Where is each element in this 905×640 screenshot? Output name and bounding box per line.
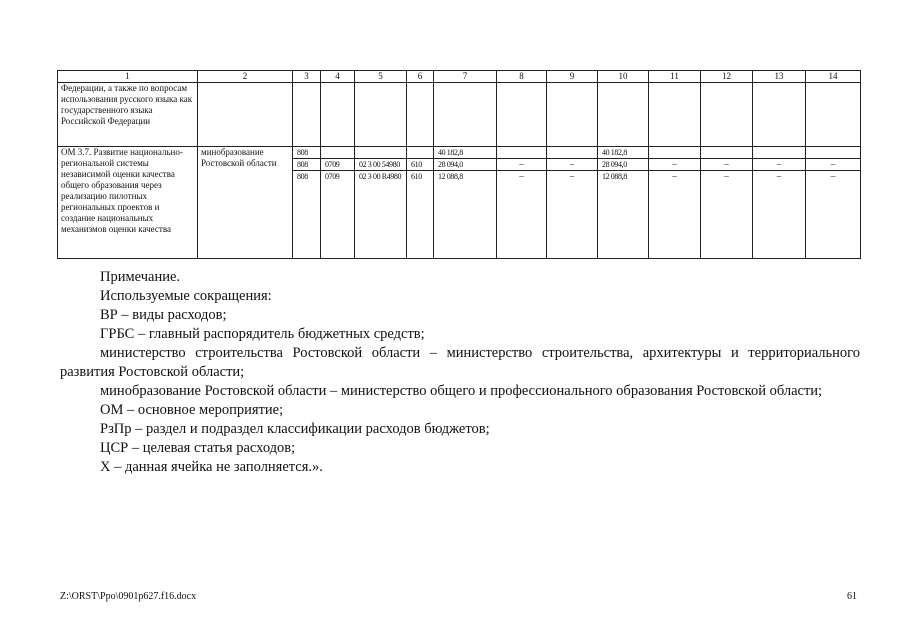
grbs-cell: минобразование Ростовской области — [198, 147, 293, 259]
table-cell — [753, 147, 806, 159]
abbreviation-item: ВР – виды расходов; — [100, 307, 227, 323]
abbreviation-item: министерство строительства Ростовской области – министерство строительства, архитектуры и территориального развития Ростовской области; — [60, 345, 860, 380]
table-cell — [806, 147, 861, 159]
table-cell — [753, 83, 806, 147]
table-cell — [407, 83, 434, 147]
row-description: Федерации, а также по вопросам использования русского языка как государственного языка Российской Федерации — [58, 83, 198, 147]
abbreviation-item: ОМ – основное мероприятие; — [100, 402, 284, 418]
table-cell — [649, 182, 701, 258]
table-cell: 808 — [293, 159, 321, 171]
abbreviation-item: ГРБС – главный распорядитель бюджетных средств; — [100, 326, 425, 342]
notes-title: Примечание. — [100, 269, 181, 285]
table-cell: 610 — [407, 171, 434, 183]
table-row — [58, 83, 861, 147]
table-cell — [806, 182, 861, 258]
column-header: 12 — [701, 71, 753, 83]
budget-table — [57, 70, 861, 259]
table-cell — [355, 147, 407, 159]
table-cell: 12 088,8 — [434, 171, 497, 183]
table-cell — [434, 83, 497, 147]
table-cell — [753, 182, 806, 258]
notes-section — [60, 268, 860, 477]
table-cell: 40 182,8 — [598, 147, 649, 159]
table-cell: – — [547, 171, 598, 183]
row-description: ОМ 3.7. Развитие национально-региональной системы независимой оценки качества общего образования через реализацию пилотных региональных проектов и создание национальных механизмов оценки качества — [58, 147, 198, 259]
table-cell: – — [806, 171, 861, 183]
table-cell: 28 094,0 — [434, 159, 497, 171]
column-header: 13 — [753, 71, 806, 83]
column-header: 11 — [649, 71, 701, 83]
table-cell: – — [497, 159, 547, 171]
table-cell — [407, 147, 434, 159]
table-cell — [547, 147, 598, 159]
table-cell — [293, 182, 321, 258]
table-cell: 0709 — [321, 159, 355, 171]
table-cell — [293, 83, 321, 147]
table-cell: – — [753, 159, 806, 171]
table-cell: 28 094,0 — [598, 159, 649, 171]
abbreviation-item: ЦСР – целевая статья расходов; — [100, 440, 296, 456]
table-cell: – — [649, 171, 701, 183]
table-cell — [497, 83, 547, 147]
table-cell: – — [497, 171, 547, 183]
table-cell: – — [701, 171, 753, 183]
table-cell — [434, 182, 497, 258]
table-cell — [701, 83, 753, 147]
column-header: 5 — [355, 71, 407, 83]
table-cell — [355, 182, 407, 258]
table-cell — [649, 83, 701, 147]
table-cell — [407, 182, 434, 258]
table-cell — [701, 182, 753, 258]
file-path: Z:\ORST\Ppo\0901p627.f16.docx — [60, 591, 197, 602]
table-cell — [547, 182, 598, 258]
table-cell: 808 — [293, 147, 321, 159]
column-header: 9 — [547, 71, 598, 83]
table-cell — [649, 147, 701, 159]
column-header: 2 — [198, 71, 293, 83]
table-cell — [806, 83, 861, 147]
table-cell: 610 — [407, 159, 434, 171]
table-row — [58, 147, 861, 159]
table-cell: – — [753, 171, 806, 183]
table-cell — [497, 182, 547, 258]
table-cell — [598, 182, 649, 258]
table-cell: – — [547, 159, 598, 171]
abbreviation-item: Х – данная ячейка не заполняется.». — [100, 459, 323, 475]
table-cell: 02 3 00 54980 — [355, 159, 407, 171]
column-header: 1 — [58, 71, 198, 83]
column-header: 3 — [293, 71, 321, 83]
table-cell — [547, 83, 598, 147]
table-cell — [598, 83, 649, 147]
table-cell — [497, 147, 547, 159]
table-header — [58, 71, 861, 83]
table-cell: 0709 — [321, 171, 355, 183]
table-cell — [321, 182, 355, 258]
table-cell: – — [701, 159, 753, 171]
table-cell — [321, 83, 355, 147]
column-header: 14 — [806, 71, 861, 83]
table-cell: – — [649, 159, 701, 171]
abbreviation-item: минобразование Ростовской области – министерство общего и профессионального образования Ростовской области; — [100, 383, 823, 399]
notes-intro: Используемые сокращения: — [100, 288, 272, 304]
table-cell: 808 — [293, 171, 321, 183]
page-number: 61 — [847, 591, 857, 602]
table-cell: – — [806, 159, 861, 171]
table-cell — [321, 147, 355, 159]
table-cell: 12 088,8 — [598, 171, 649, 183]
table-cell — [355, 83, 407, 147]
header-row — [58, 71, 861, 83]
table-cell: 40 182,8 — [434, 147, 497, 159]
table-cell — [198, 83, 293, 147]
table-cell: 02 3 00 R4980 — [355, 171, 407, 183]
table-cell — [701, 147, 753, 159]
column-header: 8 — [497, 71, 547, 83]
column-header: 4 — [321, 71, 355, 83]
column-header: 7 — [434, 71, 497, 83]
abbreviation-item: РзПр – раздел и подраздел классификации расходов бюджетов; — [100, 421, 490, 437]
column-header: 10 — [598, 71, 649, 83]
column-header: 6 — [407, 71, 434, 83]
